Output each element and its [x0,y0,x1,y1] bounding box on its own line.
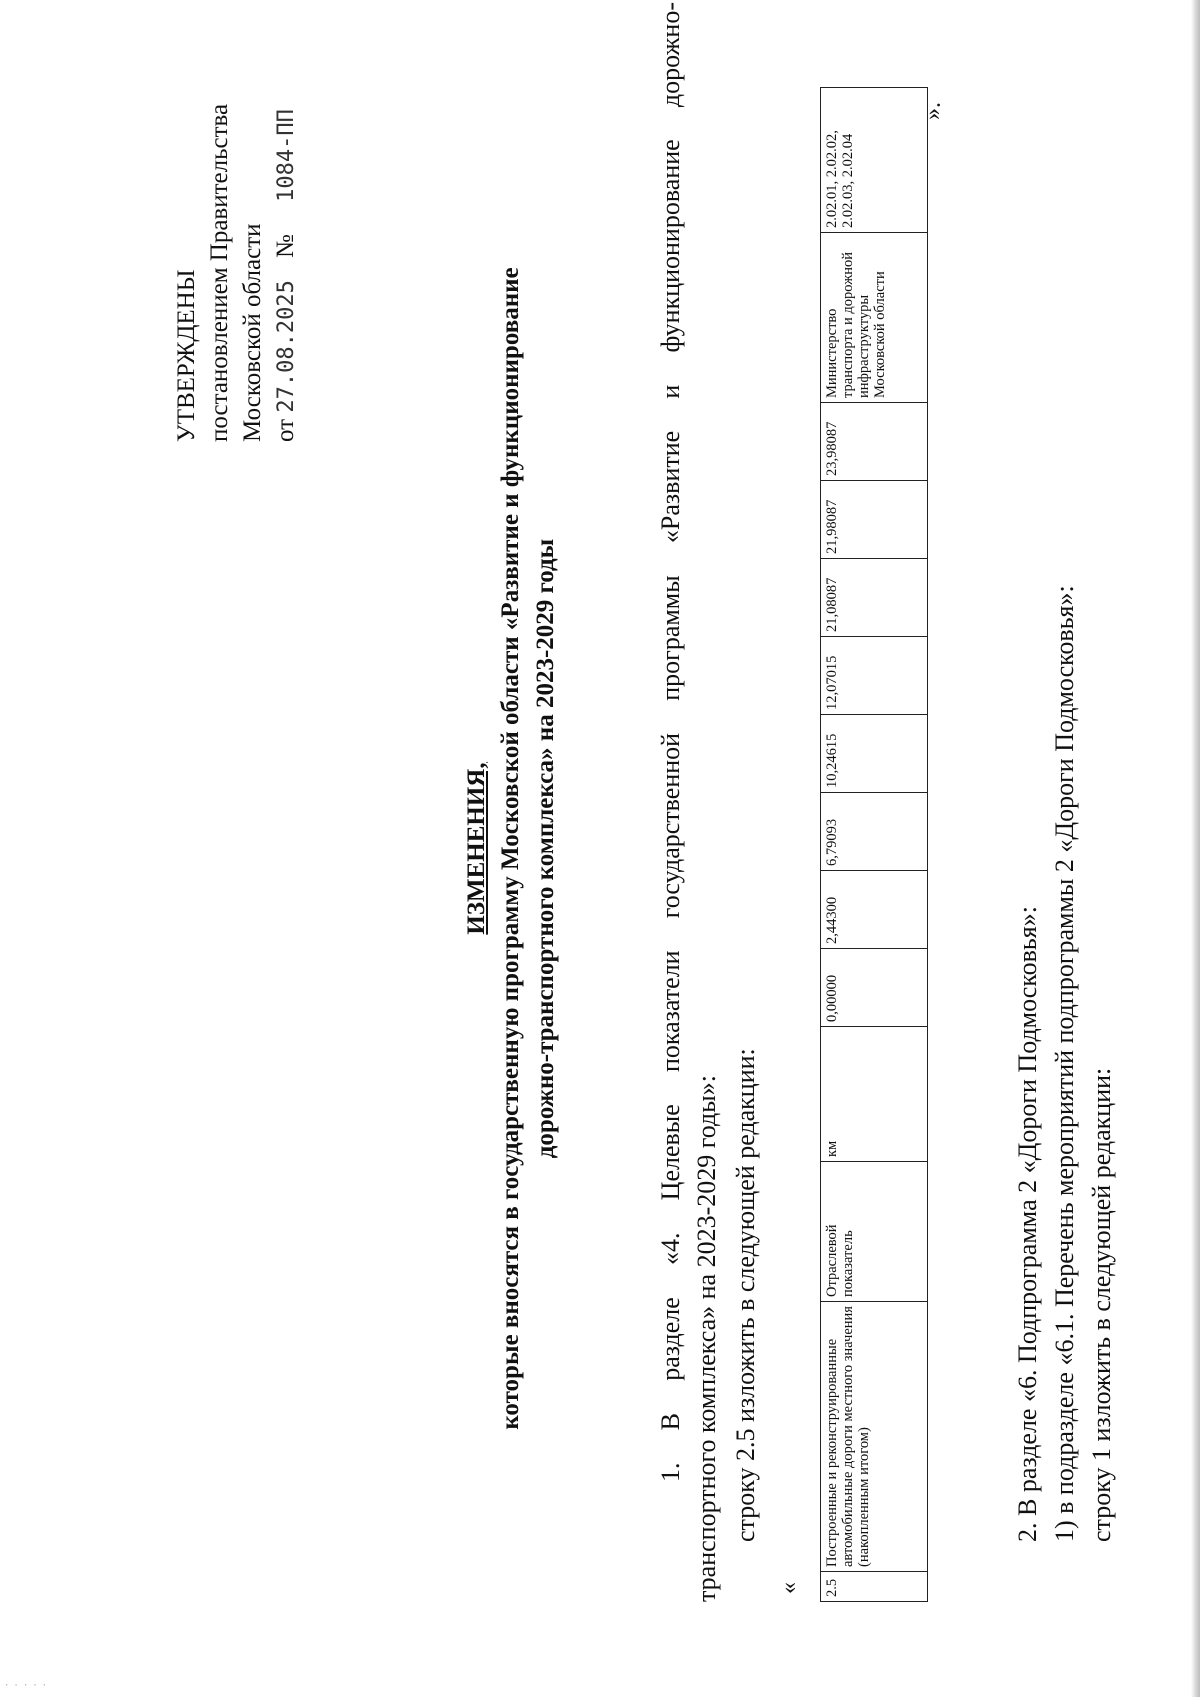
table-row [821,88,928,1602]
cell-indicator-type: Отраслевой показатель [821,1162,928,1302]
cell-value: 0,00000 [821,949,928,1027]
document-subtitle-line1: которые вносятся в государственную программу Московской области «Развитие и функционирование [497,267,524,1430]
approval-heading: УТВЕРЖДЕНЫ [173,269,200,442]
section2-instruction: строку 1 изложить в следующей редакции: [1087,1067,1116,1542]
cell-value: 12,07015 [821,637,928,715]
cell-value: 10,24615 [821,715,928,793]
cell-value: 21,08087 [821,559,928,637]
cell-codes: 2.02.01, 2.02.02, 2.02.03, 2.02.04 [821,88,928,233]
document-title: ИЗМЕНЕНИЯ, [463,762,490,935]
closing-quote: ». [920,102,946,120]
approval-line-government: постановлением Правительства [206,103,233,442]
opening-quote: « [776,1582,802,1594]
document-subtitle-line2: дорожно-транспортного комплекса» на 2023-2029 годы [532,538,559,1159]
cell-row-number: 2.5 [821,1572,928,1602]
cell-unit: км [821,1027,928,1162]
cell-responsible: Министерство транспорта и дорожной инфраструктуры Московской области [821,233,928,403]
section1-intro-cont: транспортного комплекса» на 2023-2029 годы»: [692,1075,721,1602]
cell-indicator-name: Построенные и реконструированные автомобильные дороги местного значения (накопленным итогом) [821,1302,928,1572]
cell-value: 21,98087 [821,481,928,559]
section1-instruction: строку 2.5 изложить в следующей редакции: [731,1048,760,1542]
section2-intro: 2. В разделе «6. Подпрограмма 2 «Дороги Подмосковья»: [1013,906,1042,1542]
cell-value: 2,44300 [821,871,928,949]
date-prefix: от [272,418,299,442]
section1-intro: 1. В разделе «4. Целевые показатели государственной программы «Развитие и функционирование дорожно- [656,2,685,1482]
indicator-table [820,87,928,1602]
number-sign: № [272,234,299,258]
approval-date-line [269,22,303,442]
scan-artifact: ····· [4,1681,52,1691]
approval-number: 1084-ПП [274,109,299,202]
approval-stamp [170,22,303,442]
approval-date: 27.08.2025 [274,280,299,413]
scan-edge [1191,0,1200,1697]
approval-line-region: Московской области [239,223,266,442]
cell-value: 23,98087 [821,403,928,481]
cell-value: 6,79093 [821,793,928,871]
section2-subsection: 1) в подразделе «6.1. Перечень мероприятий подпрограммы 2 «Дороги Подмосковья»: [1050,585,1079,1542]
